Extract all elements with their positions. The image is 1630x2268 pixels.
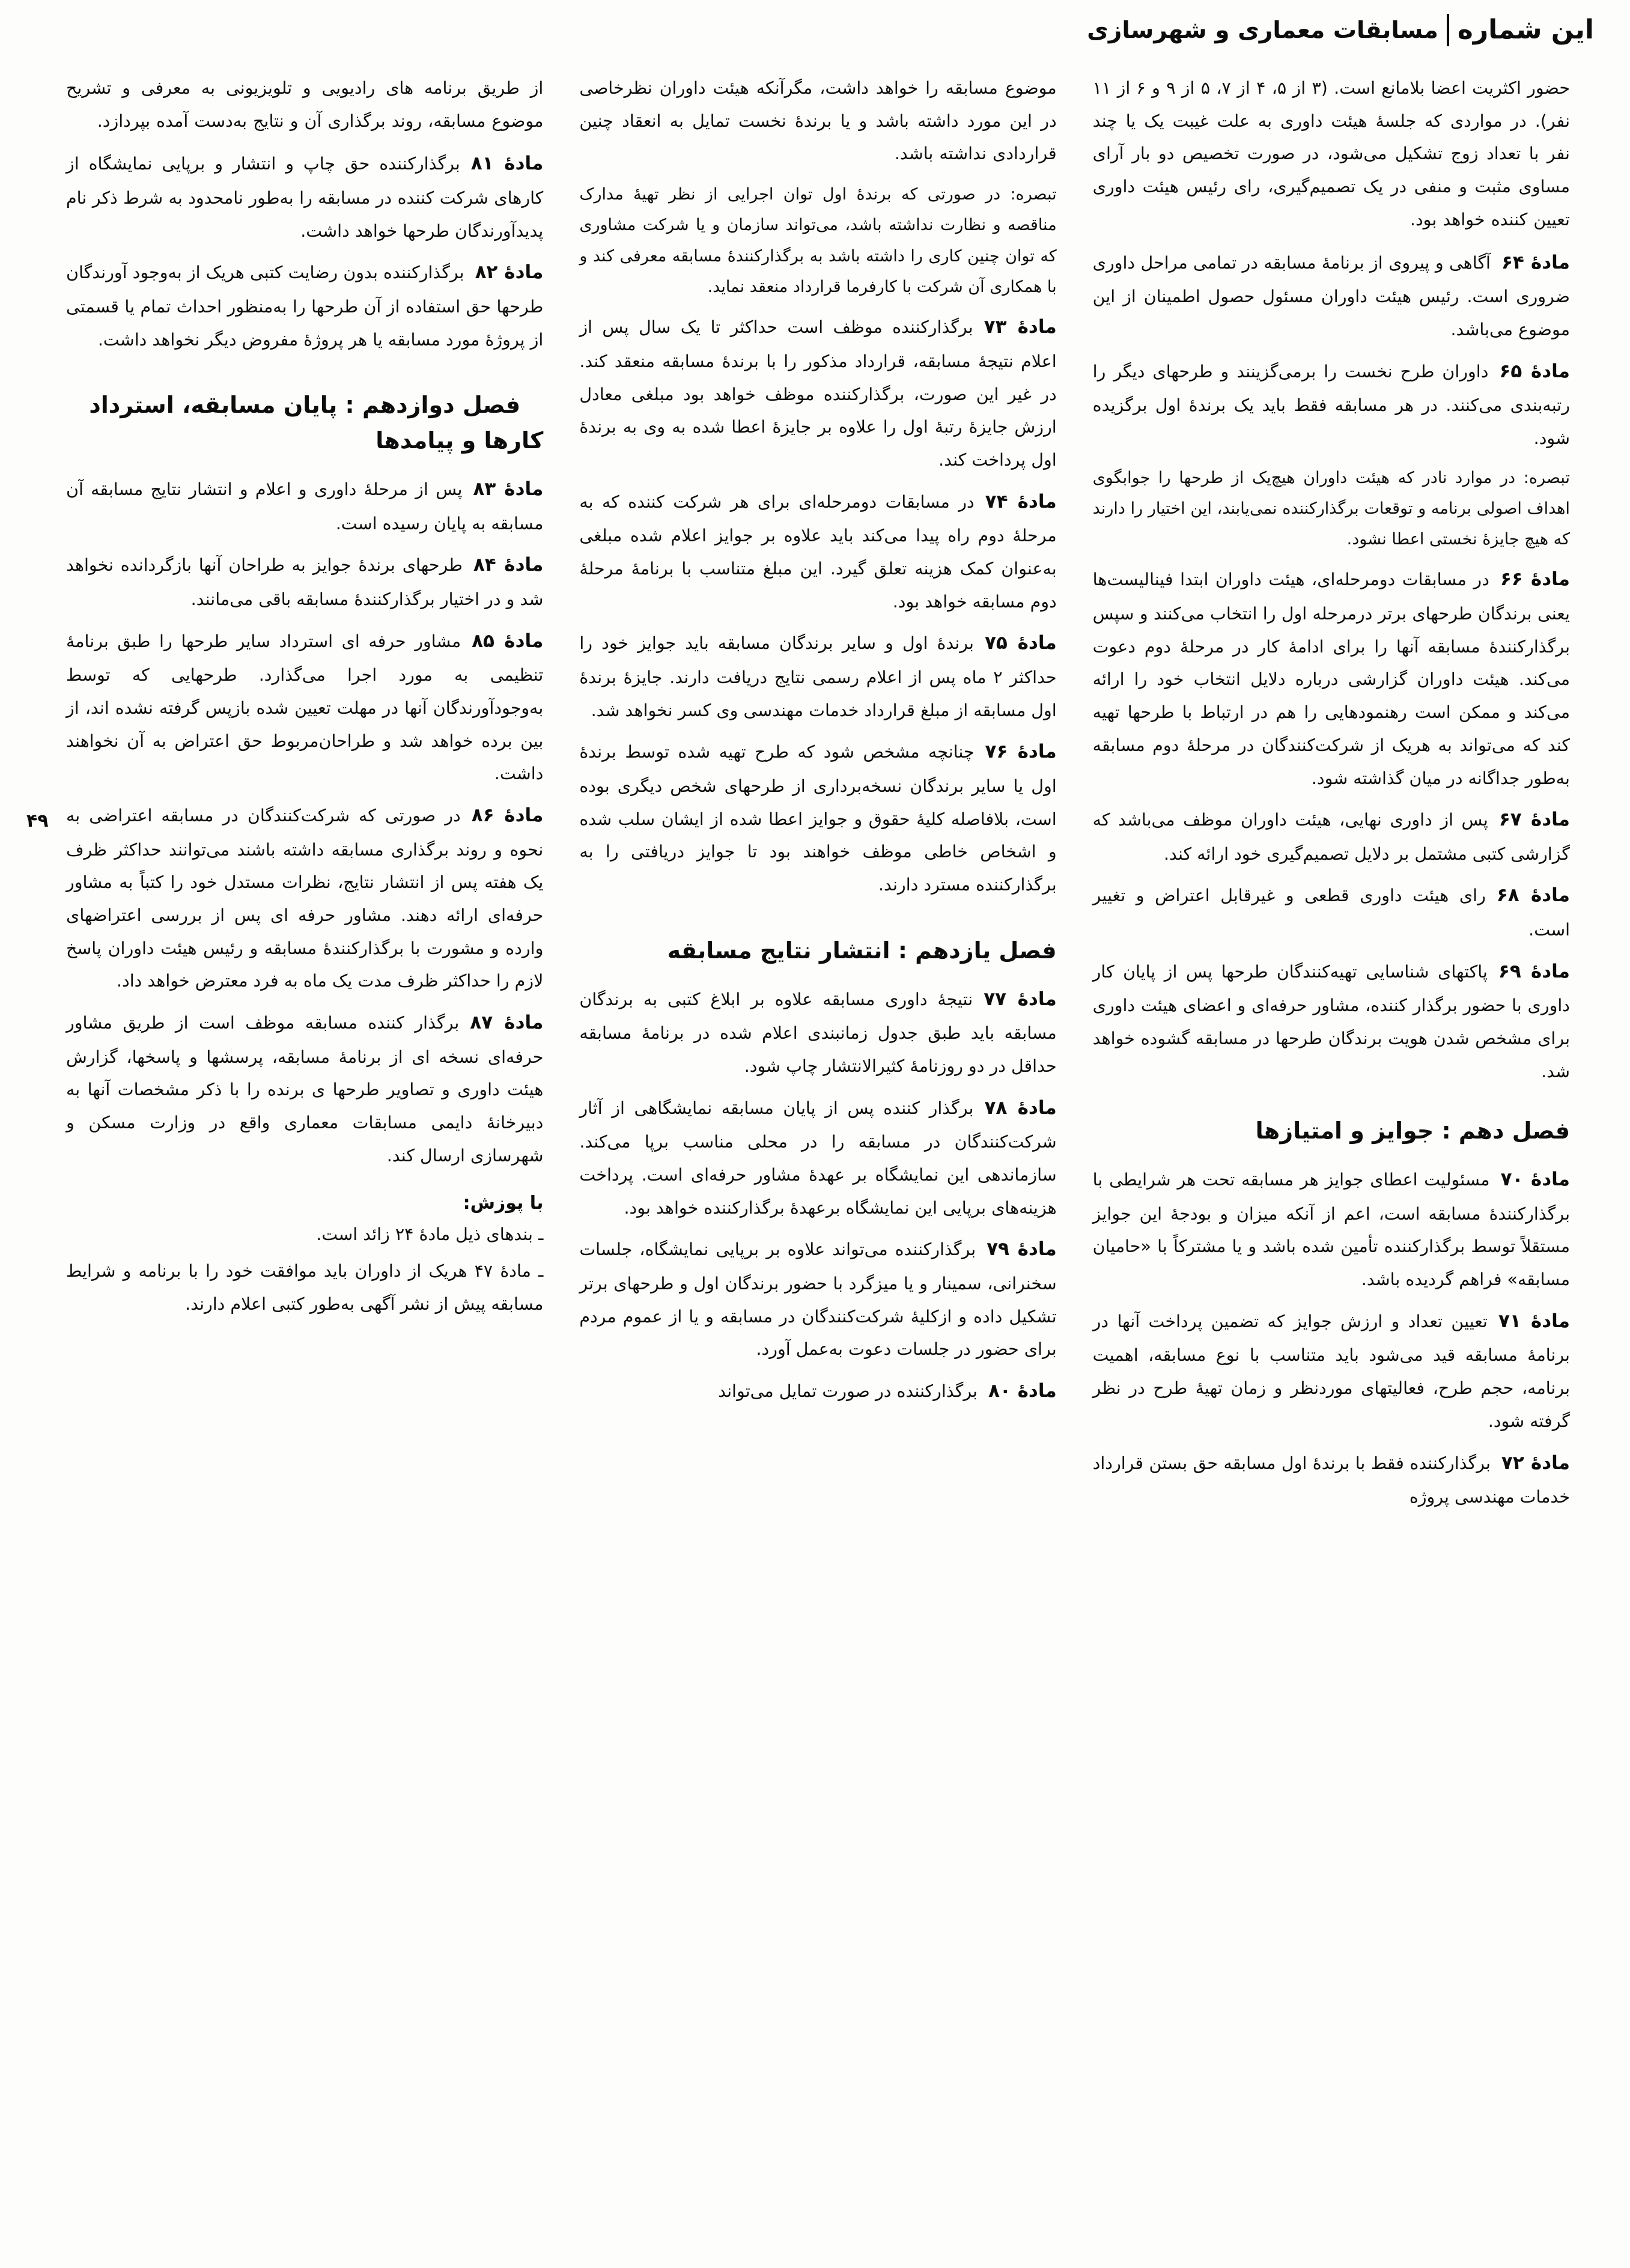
article-block — [579, 484, 1056, 619]
article-block — [66, 472, 543, 540]
article-block — [1093, 878, 1570, 946]
masthead-divider-rule — [1447, 14, 1449, 46]
article-text: نتیجهٔ داوری مسابقه علاوه بر ابلاغ کتبی به برندگان مسابقه باید طبق جدول زمانبندی اعلام شده در برنامهٔ مسابقه حداقل در دو روزنامهٔ کثیرالانتشار چاپ شود. — [579, 989, 1057, 1076]
article-text: مسئولیت اعطای جوایز هر مسابقه تحت هر شرایطی با برگذارکنندهٔ مسابقه است، اعم از آنکه میزان و بودجهٔ این جوایز مستقلاً توسط برگذارکننده تأمین شده باشد و یا مشترکاً با «حامیان مسابقه» فراهم گردیده باشد. — [1092, 1170, 1570, 1290]
article-block — [579, 309, 1056, 476]
article-text: در مسابقات دومرحله‌ای برای هر شرکت کننده که به مرحلهٔ دوم راه پیدا می‌کند باید علاوه بر جوایز اعلام شده مبلغی به‌عنوان کمک هزینه تعلق گیرد. این مبلغ متناسب با برنامهٔ مرحلهٔ دوم مسابقه خواهد بود. — [579, 491, 1057, 612]
article-note: تبصره: در موارد نادر که هیئت داوران هیچ‌یک از طرحها را جوابگوی اهداف اصولی برنامه و توقعات برگذارکننده نمی‌یابند، این اختیار را دارند که هیچ جایزهٔ نخستی اعطا نشود. — [1092, 468, 1570, 549]
article-text: برندهٔ اول و سایر برندگان مسابقه باید جوایز خود را حداکثر ۲ ماه پس از اعلام رسمی نتایج دریافت دارند. جایزهٔ برندهٔ اول مسابقه از مبلغ قرارداد خدمات مهندسی وی کسر نخواهد شد. — [579, 633, 1057, 720]
article-block — [1093, 1162, 1570, 1297]
article-block — [1093, 954, 1570, 1089]
article-text: در صورتی که شرکت‌کنندگان در مسابقه اعتراضی به نحوه و روند برگذاری مسابقه داشته باشند می‌توانند حداکثر ظرف یک هفته پس از انتشار نتایج، نظرات مستدل خود را کتباً به مشاور حرفه‌ای ارائه دهند. مشاور حرفه ای پس از بررسی اعتراضهای وارده و مشورت با برگذارکنندهٔ مسابقه و رئیس هیئت داوران پاسخ لازم را حداکثر ظرف مدت یک ماه به فرد معترض خواهد داد. — [66, 805, 544, 991]
article-text: برگذارکننده موظف است حداکثر تا یک سال پس از اعلام نتیجهٔ مسابقه، قرارداد مذکور را با برندهٔ مسابقه منعقد کند. در غیر این صورت، برگذارکننده موظف خواهد بود مبلغی معادل ارزش جایزهٔ رتبهٔ اول را علاوه بر جایزهٔ اعطا شده به وی به برندهٔ اول پرداخت کند. — [579, 317, 1057, 470]
article-block — [66, 146, 543, 248]
article-block — [579, 734, 1056, 901]
article-number: مادهٔ ۶۷ — [1498, 809, 1570, 831]
article-block — [66, 255, 543, 356]
article-number: مادهٔ ۸۴ — [473, 554, 544, 576]
article-block — [1093, 1446, 1570, 1514]
article-block — [1093, 562, 1570, 795]
article-number: مادهٔ ۸۰ — [988, 1379, 1057, 1402]
article-number: مادهٔ ۸۳ — [473, 478, 544, 500]
errata-item: ـ بندهای ذیل مادهٔ ۲۴ زائد است. — [316, 1224, 544, 1245]
chapter-heading-eleven: فصل یازدهم : انتشار نتایج مسابقه — [667, 937, 1057, 964]
errata-heading: با پوزش: — [463, 1193, 544, 1214]
chapter-heading-ten: فصل دهم : جوایز و امتیازها — [1255, 1117, 1570, 1145]
article-number: مادهٔ ۶۹ — [1498, 960, 1570, 982]
article-number: مادهٔ ۸۱ — [470, 153, 544, 175]
article-block — [66, 798, 543, 998]
article-block — [579, 1373, 1056, 1409]
article-number: مادهٔ ۷۷ — [984, 988, 1057, 1010]
article-text: پاکتهای شناسایی تهیه‌کنندگان طرحها پس از پایان کار داوری با حضور برگذار کننده، مشاور حرفه‌ای و اعضای هیئت داوری برای مشخص شدن هویت برندگان طرحها در مسابقه گشوده خواهد شد. — [1092, 961, 1570, 1081]
article-text: طرحهای برندهٔ جوایز به طراحان آنها بازگردانده نخواهد شد و در اختیار برگذارکنندهٔ مسابقه باقی می‌مانند. — [66, 555, 544, 609]
article-block — [66, 547, 543, 616]
article-text: داوران طرح نخست را برمی‌گزینند و طرحهای دیگر را رتبه‌بندی می‌کنند. در هر مسابقه فقط باید یک برندهٔ اول برگزیده شود. — [1092, 361, 1570, 448]
article-text: چنانچه مشخص شود که طرح تهیه شده توسط برندهٔ اول یا سایر برندگان نسخه‌برداری از طرحهای شخص دیگری بوده است، بلافاصله کلیهٔ حقوق و جوایز اعطا شده از ایشان سلب شده و اشخاص خاطی موظف خواهند بود تا جوایز دریافتی را به برگذارکننده مسترد دارند. — [579, 742, 1057, 895]
article-number: مادهٔ ۶۸ — [1496, 884, 1570, 907]
article-text: پس از مرحلهٔ داوری و اعلام و انتشار نتایج مسابقه آن مسابقه به پایان رسیده است. — [66, 479, 544, 534]
article-number: مادهٔ ۶۴ — [1501, 251, 1570, 273]
article-number: مادهٔ ۸۲ — [475, 261, 544, 284]
article-number: مادهٔ ۸۵ — [472, 630, 544, 652]
article-text: برگذارکننده فقط با برندهٔ اول مسابقه حق بستن قرارداد خدمات مهندسی پروژه — [1092, 1453, 1570, 1507]
article-note: تبصره: در صورتی که برندهٔ اول توان اجرایی از نظر تهیهٔ مدارک مناقصه و نظارت نداشته باشد، می‌تواند سازمان و یا شرکت مشاوری که توان چنین کاری را داشته باشد به برگذارکنندهٔ مسابقه معرفی کند و با همکاری آن شرکت با کارفرما قرارداد منعقد نماید. — [579, 185, 1057, 297]
article-text: مشاور حرفه ای استرداد سایر طرحها را طبق برنامهٔ تنظیمی به مورد اجرا می‌گذارد. طرحهایی که توسط به‌وجودآورندگان آنها در مهلت تعیین شده بازپس گرفته نشده اند، از بین برده خواهد شد و طراحان‌مربوط حق اعتراض به آن نخواهند داشت. — [66, 631, 544, 784]
article-number: مادهٔ ۷۱ — [1498, 1310, 1570, 1332]
mid-continuation-paragraph: موضوع مسابقه را خواهد داشت، مگرآنکه هیئت داوران نظرخاصی در این مورد داشته باشد و یا برندهٔ نخست تمایل به انعقاد چنین قراردادی نداشته باشد. — [579, 78, 1057, 164]
left-continuation-paragraph: از طریق برنامه های رادیویی و تلویزیونی به معرفی و تشریح موضوع مسابقه، روند برگذاری آن و نتایج به‌دست آمده بپردازد. — [66, 78, 544, 131]
article-number: مادهٔ ۷۵ — [984, 632, 1057, 654]
errata-item: ـ مادهٔ ۴۷ هریک از داوران باید موافقت خود را با برنامه و شرایط مسابقه پیش از نشر آگهی به‌طور کتبی اعلام دارند. — [66, 1261, 544, 1314]
article-text: برگذارکننده بدون رضایت کتبی هریک از به‌وجود آورندگان طرحها حق استفاده از آن طرحها را به‌منظور احداث تمام یا قسمتی از پروژهٔ مورد مسابقه یا هر پروژهٔ مفروض دیگر نخواهد داشت. — [66, 263, 544, 350]
column-middle — [579, 72, 1056, 2235]
masthead-issue-label: این شماره — [1457, 14, 1594, 45]
article-text: برگذارکننده در صورت تمایل می‌تواند — [718, 1381, 978, 1401]
page-number: ۴۹ — [26, 810, 49, 831]
article-block — [1093, 354, 1570, 455]
article-block — [66, 1005, 543, 1172]
article-text: برگذار کننده پس از پایان مسابقه نمایشگاهی از آثار شرکت‌کنندگان در مسابقه را در محلی مناسب برپا می‌کند. سازماندهی این نمایشگاه بر عهدهٔ مشاور حرفه‌ای است. پرداخت هزینه‌های برپایی این نمایشگاه برعهدهٔ برگذارکننده خواهد بود. — [579, 1098, 1057, 1218]
article-text: برگذارکننده می‌تواند علاوه بر برپایی نمایشگاه، جلسات سخنرانی، سمینار و یا میزگرد با حضور برندگان اول و طرحهای برتر تشکیل داده و ازکلیهٔ شرکت‌کنندگان در مسابقه و یا از عموم مردم برای حضور در جلسات دعوت به‌عمل آورد. — [579, 1239, 1057, 1360]
article-number: مادهٔ ۷۹ — [987, 1238, 1057, 1260]
article-block — [579, 1232, 1056, 1366]
article-number: مادهٔ ۷۰ — [1500, 1169, 1570, 1191]
masthead-inner — [1087, 14, 1594, 46]
article-block — [579, 1090, 1056, 1225]
chapter-heading-twelve: فصل دوازدهم : پایان مسابقه، استرداد کارها و پیامدها — [89, 392, 544, 454]
article-number: مادهٔ ۷۳ — [984, 316, 1057, 338]
article-block — [579, 982, 1056, 1083]
article-text: برگذار کننده مسابقه موظف است از طریق مشاور حرفه‌ای نسخه ای از برنامهٔ مسابقه، پرسشها و پاسخها، گزارش هیئت داوری و تصاویر طرحها ی برنده را با ذکر مشخصات آنها به دبیرخانهٔ دایمی مسابقات معماری واقع در وزارت مسکن و شهرسازی ارسال کند. — [66, 1013, 544, 1166]
article-number: مادهٔ ۷۴ — [985, 490, 1057, 512]
article-block — [1093, 245, 1570, 347]
column-left — [66, 72, 543, 2235]
article-number: مادهٔ ۸۷ — [470, 1012, 544, 1034]
article-block — [66, 624, 543, 791]
article-number: مادهٔ ۷۶ — [985, 741, 1057, 763]
column-right — [1093, 72, 1570, 2235]
article-number: مادهٔ ۷۲ — [1501, 1452, 1570, 1474]
three-column-body — [0, 72, 1630, 2235]
masthead — [0, 0, 1630, 60]
article-number: مادهٔ ۷۸ — [984, 1096, 1057, 1119]
article-text: رای هیئت داوری قطعی و غیرقابل اعتراض و تغییر است. — [1092, 886, 1570, 940]
article-text: برگذارکننده حق چاپ و انتشار و برپایی نمایشگاه از کارهای شرکت کننده در مسابقه را به‌طور نامحدود به شرط ذکر نام پدیدآورندگان طرحها خواهد داشت. — [66, 154, 544, 241]
article-text: در مسابقات دومرحله‌ای، هیئت داوران ابتدا فینالیست‌ها یعنی برندگان طرحهای برتر درمرحله اول را انتخاب می‌کنند و سپس برگذارکنندهٔ مسابقه آنها را برای ادامهٔ کار در مرحلهٔ دوم دعوت می‌کند. هیئت داوران گزارشی درباره دلایل انتخاب خود را ارائه می‌کند و ممکن است رهنمودهایی را هم در ارتباط با طرحها تهیه کند که می‌تواند به هریک از شرکت‌کنندگان در مرحلهٔ دوم مسابقه به‌طور جداگانه در میان گذاشته شود. — [1092, 570, 1570, 788]
article-block — [1093, 1304, 1570, 1438]
article-text: پس از داوری نهایی، هیئت داوران موظف می‌باشد که گزارشی کتبی مشتمل بر دلایل تصمیم‌گیری خود ارائه کند. — [1092, 810, 1570, 864]
article-number: مادهٔ ۶۶ — [1500, 568, 1570, 591]
article-text: آگاهی و پیروی از برنامهٔ مسابقه در تمامی مراحل داوری ضروری است. رئیس هیئت داوران مسئول حصول اطمینان از این موضوع می‌باشد. — [1092, 252, 1570, 339]
right-continuation-paragraph: حضور اکثریت اعضا بلامانع است. (۳ از ۵، ۴ از ۷، ۵ از ۹ و ۶ از ۱۱ نفر). در مواردی که جلسهٔ هیئت داوری به علت غیبت یک یا چند نفر با تعداد زوج تشکیل می‌شود، در صورت تخصیص دو بار آرای مساوی مثبت و منفی در یک تصمیم‌گیری، رای رئیس هیئت داوری تعیین کننده خواهد بود. — [1092, 78, 1570, 230]
article-text: تعیین تعداد و ارزش جوایز که تضمین پرداخت آنها در برنامهٔ مسابقه قید می‌شود باید متناسب با نوع مسابقه، اهمیت برنامه، حجم طرح، فعالیتهای موردنظر و زمان تهیهٔ طرح در نظر گرفته شود. — [1092, 1311, 1570, 1431]
article-block — [1093, 802, 1570, 871]
article-number: مادهٔ ۶۵ — [1499, 360, 1570, 382]
article-block — [579, 625, 1056, 727]
masthead-title: مسابقات معماری و شهرسازی — [1087, 16, 1438, 44]
article-number: مادهٔ ۸۶ — [471, 804, 544, 826]
